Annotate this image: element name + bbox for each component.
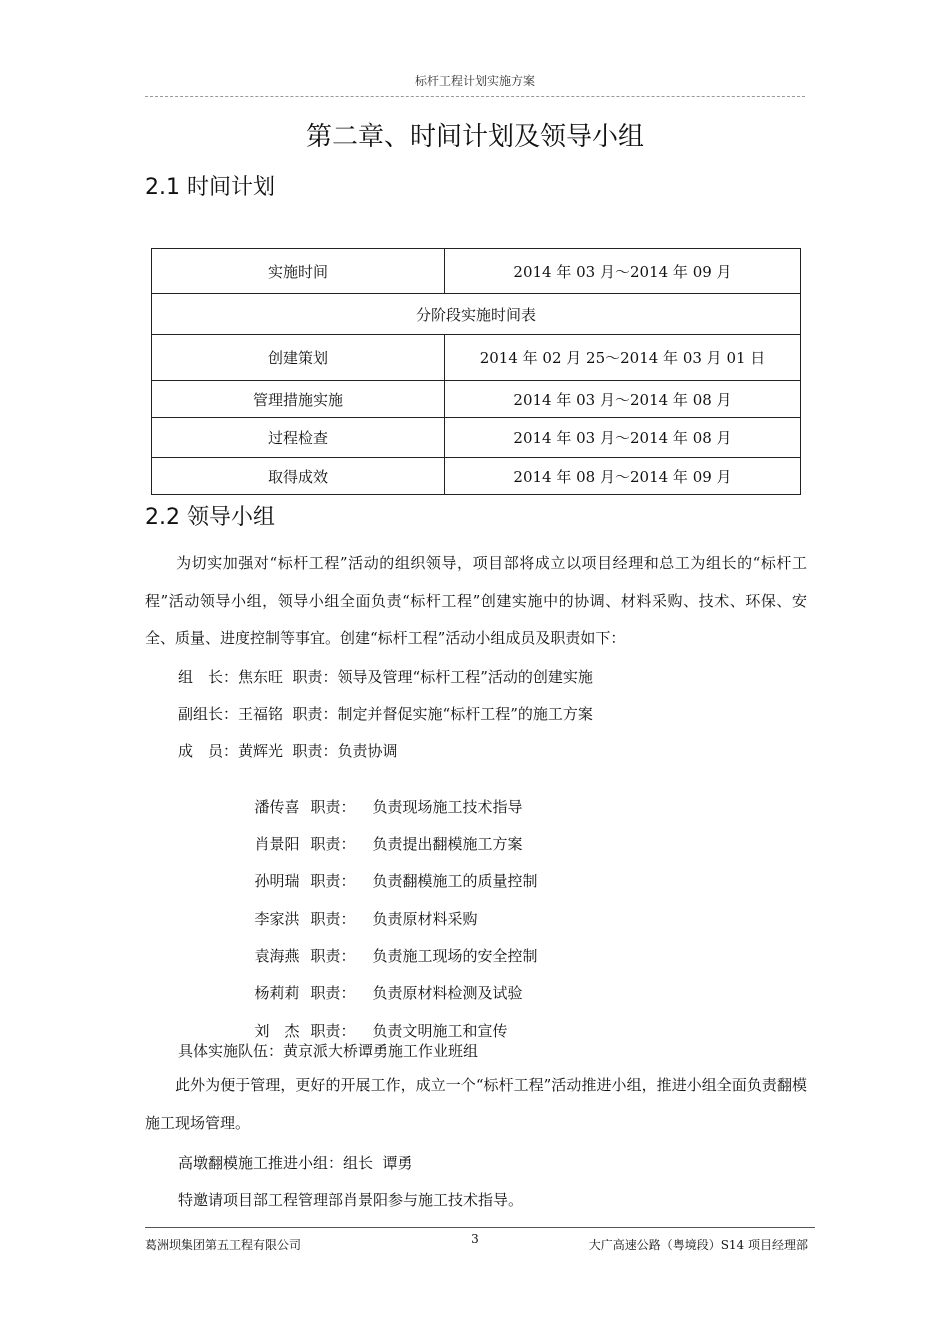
member-role-label: 职责： [310, 835, 356, 853]
member-role-label: 职责： [310, 910, 356, 928]
page-number: 3 [471, 1232, 479, 1246]
member-duty: 负责原材料采购 [372, 910, 478, 928]
member-name: 刘 杰 [254, 1022, 300, 1040]
header-divider [145, 96, 805, 97]
member-duty: 负责施工现场的安全控制 [372, 947, 538, 965]
table-cell-label: 创建策划 [152, 335, 445, 381]
table-row [152, 249, 801, 294]
table-cell-value: 2014 年 02 月 25～2014 年 03 月 01 日 [445, 335, 801, 381]
table-row [152, 418, 801, 458]
extra-paragraph: 此外为便于管理，更好的开展工作，成立一个“标杆工程”活动推进小组，推进小组全面负责翻模施工现场管理。 [145, 1076, 807, 1132]
member-role-label: 职责： [310, 798, 356, 816]
member-line: 成 员：黄辉光 职责：负责协调 [178, 742, 398, 760]
member-name: 肖景阳 [254, 835, 300, 853]
table-cell-value: 2014 年 03 月～2014 年 09 月 [445, 249, 801, 294]
member-role-label: 职责： [310, 872, 356, 890]
leader-line: 组 长：焦东旺 职责：领导及管理“标杆工程”活动的创建实施 [178, 668, 593, 686]
section-title-leadership: 2.2 领导小组 [145, 505, 275, 530]
member-role-label: 职责： [310, 984, 356, 1002]
member-duty: 负责原材料检测及试验 [372, 984, 523, 1002]
member-line [245, 778, 523, 817]
table-cell-label: 管理措施实施 [152, 381, 445, 418]
footer-project: 大广高速公路（粤境段）S14 项目经理部 [588, 1238, 808, 1252]
member-duty: 负责文明施工和宣传 [372, 1022, 508, 1040]
team-line: 具体实施队伍：黄京派大桥谭勇施工作业班组 [178, 1042, 479, 1060]
member-name: 李家洪 [254, 910, 300, 928]
member-line [245, 815, 523, 854]
member-role-label: 职责： [310, 1022, 356, 1040]
member-line [245, 890, 478, 929]
member-name: 孙明瑞 [254, 872, 300, 890]
member-line [245, 927, 538, 966]
table-span-cell: 分阶段实施时间表 [152, 294, 801, 335]
member-duty: 负责翻模施工的质量控制 [372, 872, 538, 890]
push-group-line: 高墩翻模施工推进小组：组长 谭勇 [178, 1154, 413, 1172]
table-cell-label: 取得成效 [152, 458, 445, 495]
table-cell-label: 过程检查 [152, 418, 445, 458]
footer-company: 葛洲坝集团第五工程有限公司 [145, 1238, 302, 1252]
section-title-schedule: 2.1 时间计划 [145, 175, 275, 200]
table-cell-value: 2014 年 08 月～2014 年 09 月 [445, 458, 801, 495]
member-name: 杨莉莉 [254, 984, 300, 1002]
table-cell-value: 2014 年 03 月～2014 年 08 月 [445, 418, 801, 458]
running-header: 标杆工程计划实施方案 [414, 74, 535, 88]
table-row [152, 458, 801, 495]
footer-divider [145, 1227, 815, 1228]
schedule-table [151, 248, 801, 495]
member-name: 袁海燕 [254, 947, 300, 965]
intro-paragraph: 为切实加强对“标杆工程”活动的组织领导，项目部将成立以项目经理和总工为组长的“标杆工程”活动领导小组，领导小组全面负责“标杆工程”创建实施中的协调、材料采购、技术、环保、安全、质量、进度控制等事宜。创建“标杆工程”活动小组成员及职责如下： [145, 554, 807, 647]
member-name: 潘传喜 [254, 798, 300, 816]
member-line [245, 1002, 508, 1041]
member-role-label: 职责： [310, 947, 356, 965]
table-cell-label: 实施时间 [152, 249, 445, 294]
table-row [152, 294, 801, 335]
invite-line: 特邀请项目部工程管理部肖景阳参与施工技术指导。 [178, 1191, 524, 1209]
table-row [152, 381, 801, 418]
deputy-line: 副组长：王福铭 职责：制定并督促实施“标杆工程”的施工方案 [178, 705, 593, 723]
member-duty: 负责提出翻模施工方案 [372, 835, 523, 853]
table-cell-value: 2014 年 03 月～2014 年 08 月 [445, 381, 801, 418]
table-row [152, 335, 801, 381]
chapter-title: 第二章、时间计划及领导小组 [305, 122, 644, 152]
member-line [245, 964, 523, 1003]
member-line [245, 852, 538, 891]
member-duty: 负责现场施工技术指导 [372, 798, 523, 816]
